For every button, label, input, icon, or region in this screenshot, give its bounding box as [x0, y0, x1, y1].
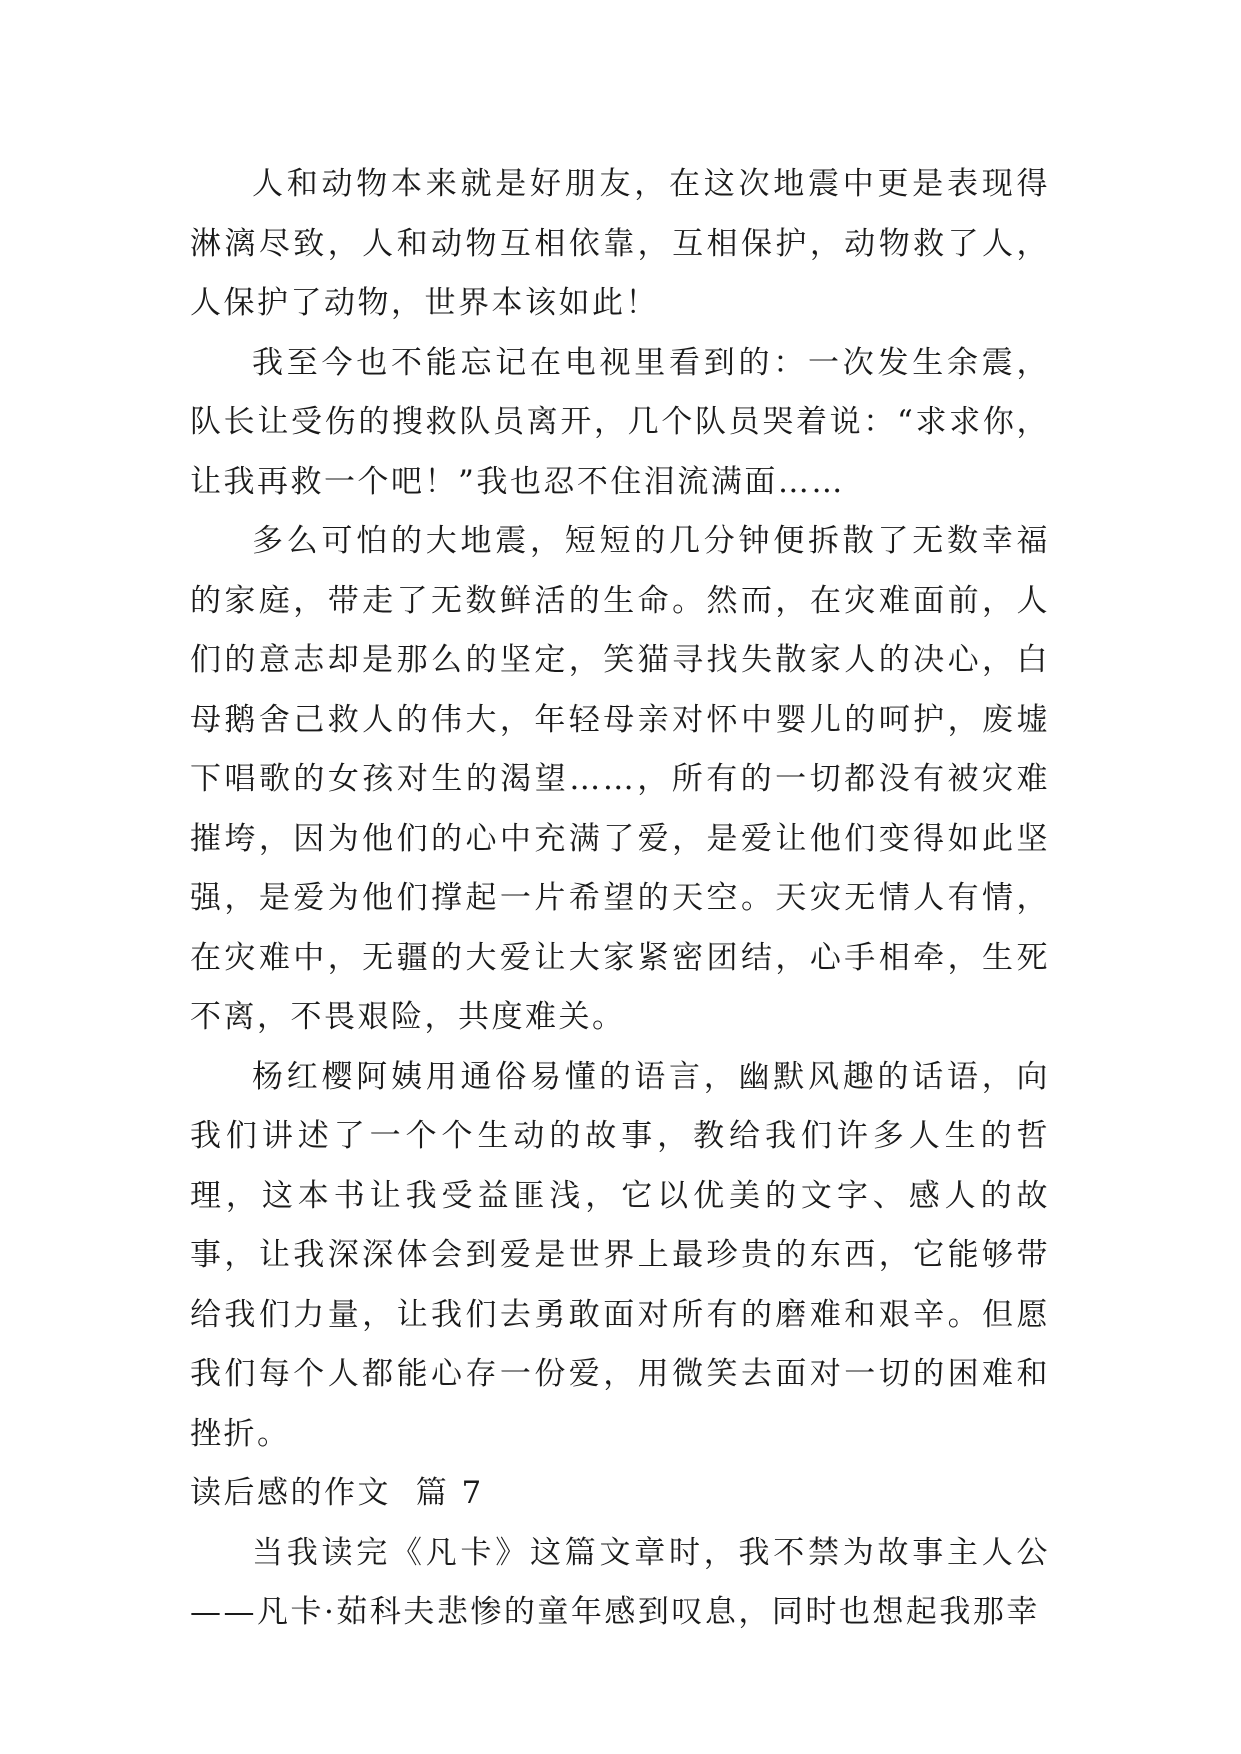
paragraph: 人和动物本来就是好朋友，在这次地震中更是表现得淋漓尽致，人和动物互相依靠，互相保护，动物救了人，人保护了动物，世界本该如此！ — [190, 166, 1050, 321]
document-body — [190, 155, 1050, 1643]
paragraph: 多么可怕的大地震，短短的几分钟便拆散了无数幸福的家庭，带走了无数鲜活的生命。然而，在灾难面前，人们的意志却是那么的坚定，笑猫寻找失散家人的决心，白母鹅舍己救人的伟大，年轻母亲对怀中婴儿的呵护，废墟下唱歌的女孩对生的渴望……，所有的一切都没有被灾难摧垮，因为他们的心中充满了爱，是爱让他们变得如此坚强，是爱为他们撑起一片希望的天空。天灾无情人有情，在灾难中，无疆的大爱让大家紧密团结，心手相牵，生死不离，不畏艰险，共度难关。 — [190, 523, 1050, 1035]
section-heading: 读后感的作文 篇 7 — [190, 1475, 484, 1511]
paragraph: 我至今也不能忘记在电视里看到的：一次发生余震，队长让受伤的搜救队员离开，几个队员哭着说：“求求你，让我再救一个吧！”我也忍不住泪流满面…… — [190, 344, 1050, 500]
paragraph: 杨红樱阿姨用通俗易懂的语言，幽默风趣的话语，向我们讲述了一个个生动的故事，教给我们许多人生的哲理，这本书让我受益匪浅，它以优美的文字、感人的故事，让我深深体会到爱是世界上最珍贵的东西，它能够带给我们力量，让我们去勇敢面对所有的磨难和艰辛。但愿我们每个人都能心存一份爱，用微笑去面对一切的困难和挫折。 — [190, 1058, 1050, 1452]
paragraph: 当我读完《凡卡》这篇文章时，我不禁为故事主人公——凡卡·茹科夫悲惨的童年感到叹息，同时也想起我那幸 — [190, 1534, 1050, 1630]
